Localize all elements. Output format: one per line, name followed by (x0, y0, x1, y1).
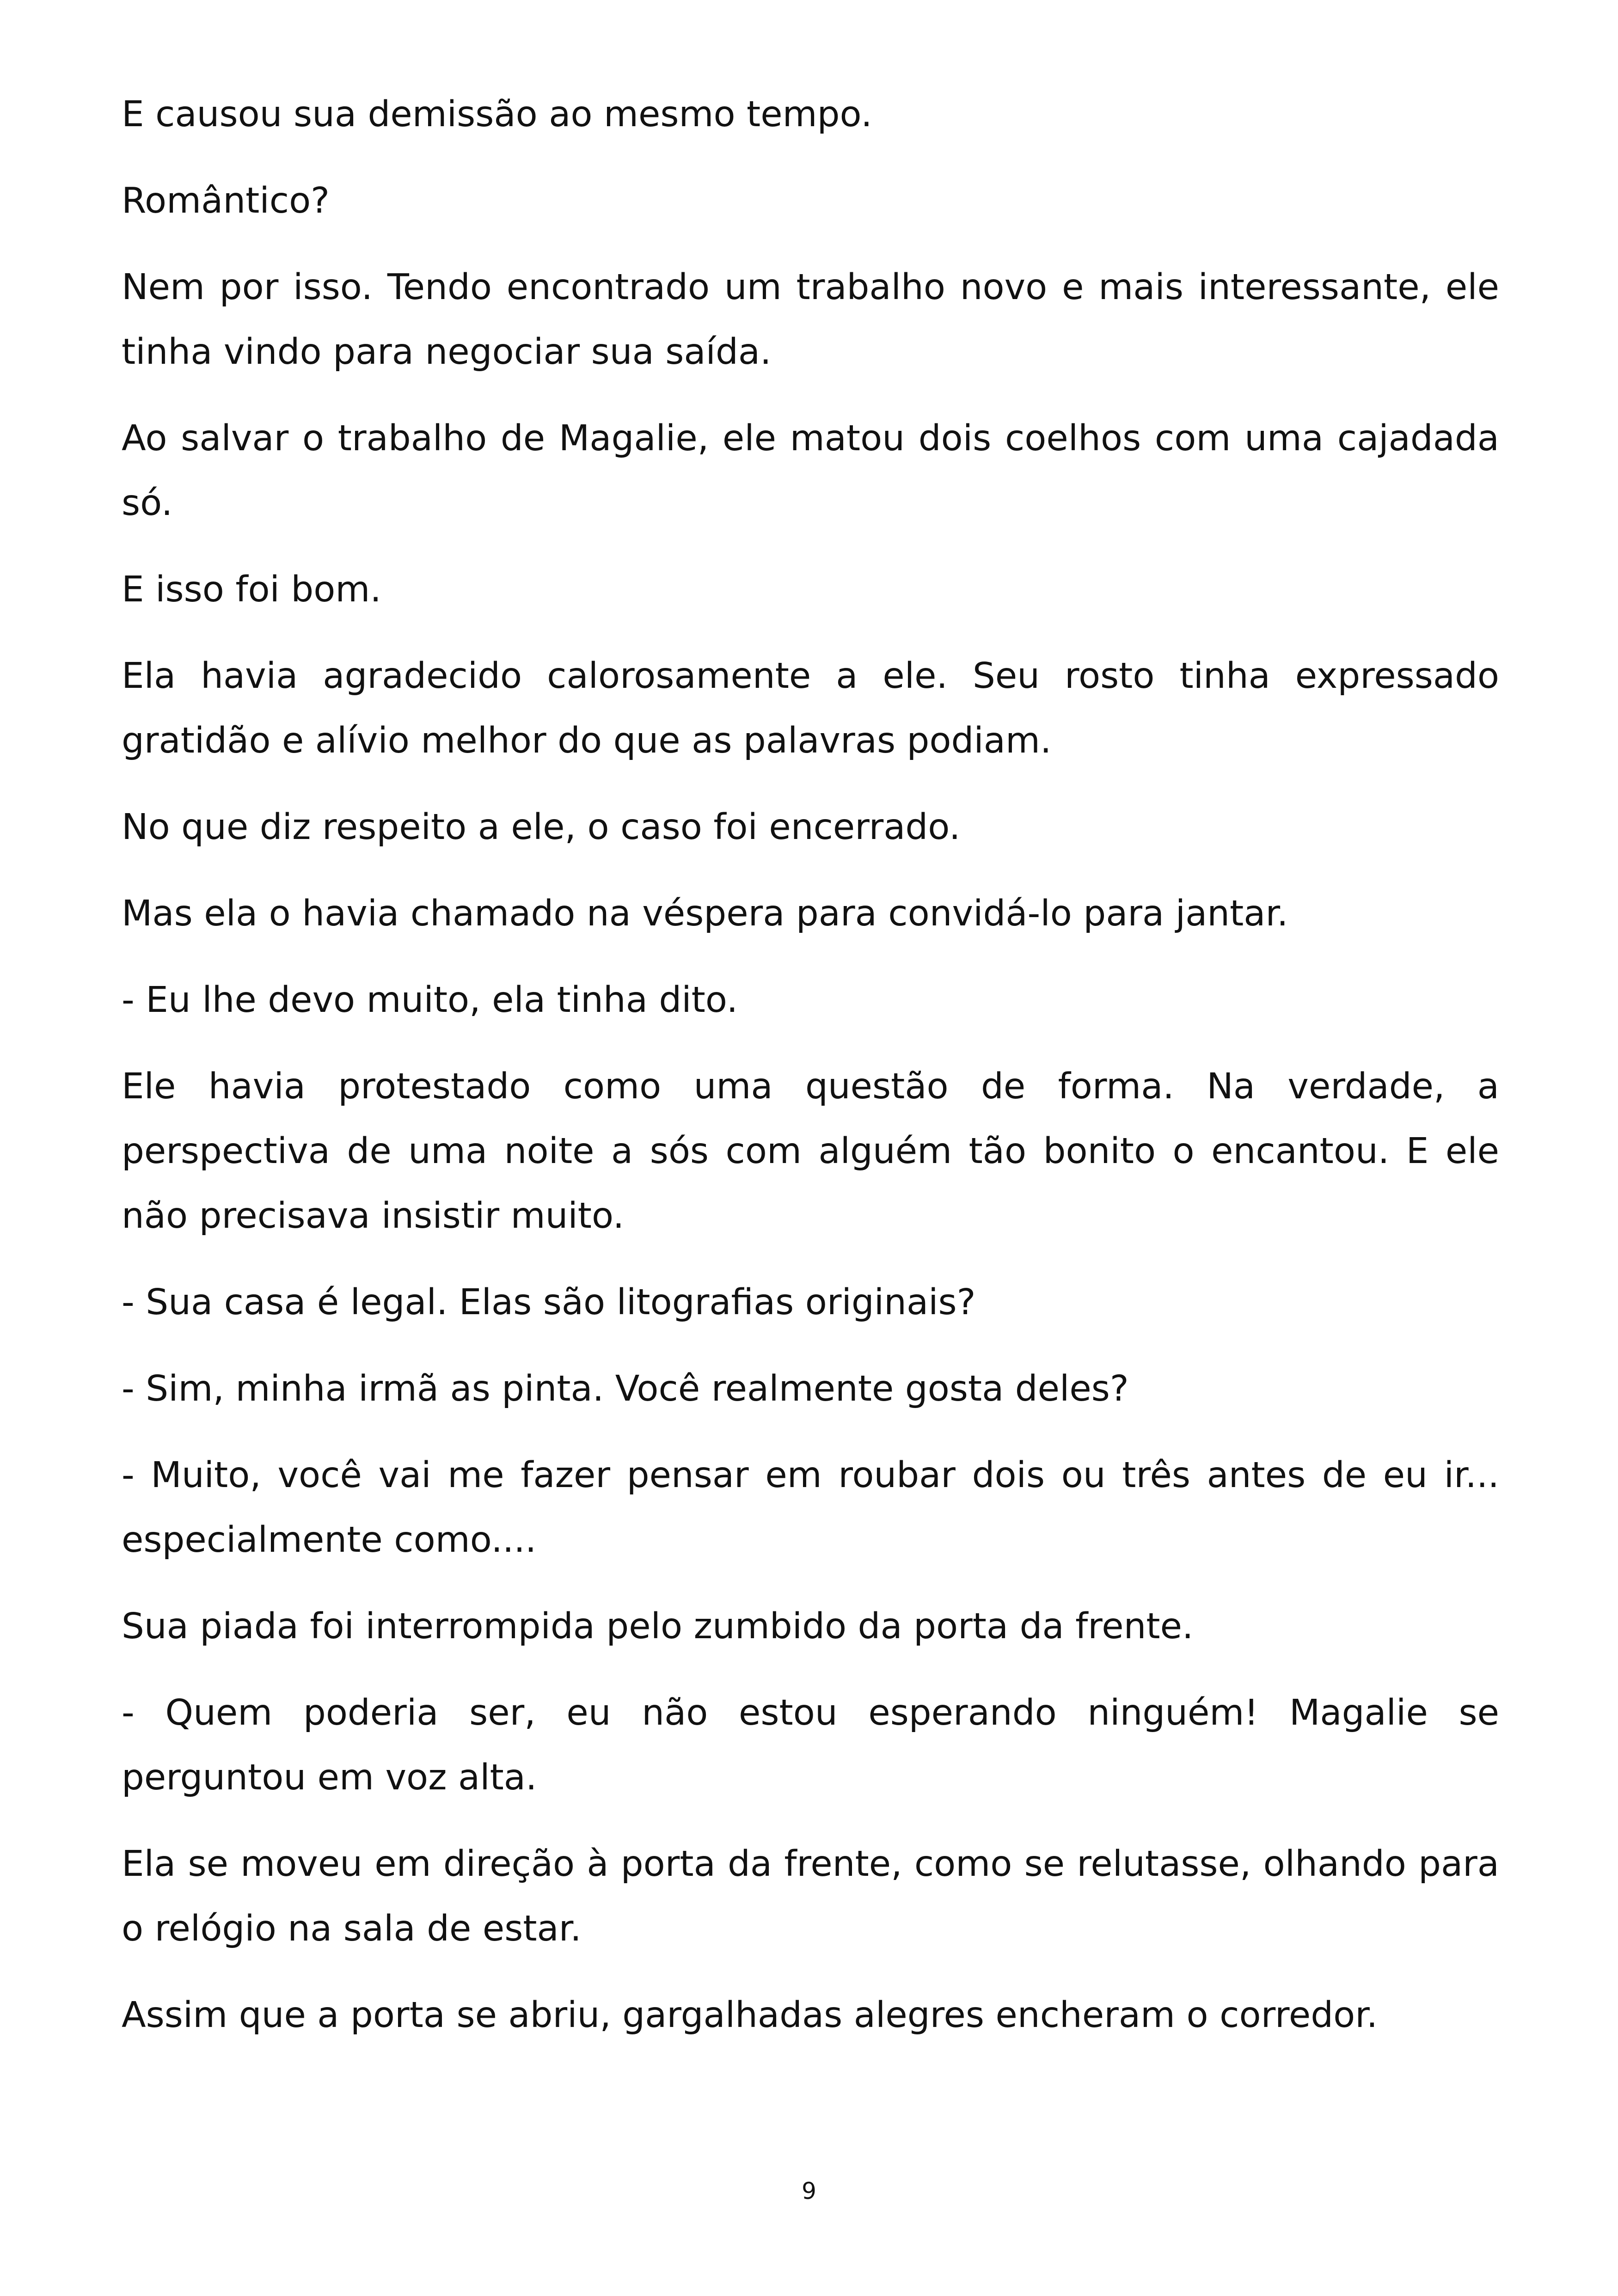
paragraph: E isso foi bom. (122, 569, 381, 610)
paragraph: E causou sua demissão ao mesmo tempo. (122, 94, 872, 135)
paragraph: Sua piada foi interrompida pelo zumbido da porta da frente. (122, 1606, 1194, 1647)
paragraph: Ela se moveu em direção à porta da frente, como se relutasse, olhando para o relógio na sala de estar. (122, 1843, 1499, 1949)
paragraph: Ele havia protestado como uma questão de forma. Na verdade, a perspectiva de uma noite a sós com alguém tão bonito o encantou. E ele não precisava insistir muito. (122, 1066, 1499, 1237)
paragraph: Mas ela o havia chamado na véspera para convidá-lo para jantar. (122, 893, 1288, 934)
paragraph: Ela havia agradecido calorosamente a ele. Seu rosto tinha expressado gratidão e alívio melhor do que as palavras podiam. (122, 655, 1499, 761)
paragraph: Nem por isso. Tendo encontrado um trabalho novo e mais interessante, ele tinha vindo para negociar sua saída. (122, 267, 1499, 373)
page-number: 9 (802, 2178, 816, 2204)
paragraph: Ao salvar o trabalho de Magalie, ele matou dois coelhos com uma cajadada só. (122, 418, 1499, 524)
page-body (122, 82, 1499, 2069)
paragraph: Romântico? (122, 180, 330, 221)
paragraph: - Muito, você vai me fazer pensar em roubar dois ou três antes de eu ir... especialmente como.... (122, 1455, 1499, 1561)
paragraph: - Eu lhe devo muito, ela tinha dito. (122, 980, 738, 1021)
paragraph: - Quem poderia ser, eu não estou esperando ninguém! Magalie se perguntou em voz alta. (122, 1692, 1499, 1798)
paragraph: Assim que a porta se abriu, gargalhadas alegres encheram o corredor. (122, 1995, 1378, 2036)
paragraph: No que diz respeito a ele, o caso foi encerrado. (122, 807, 961, 848)
paragraph: - Sua casa é legal. Elas são litografias originais? (122, 1282, 976, 1323)
paragraph: - Sim, minha irmã as pinta. Você realmente gosta deles? (122, 1368, 1129, 1409)
